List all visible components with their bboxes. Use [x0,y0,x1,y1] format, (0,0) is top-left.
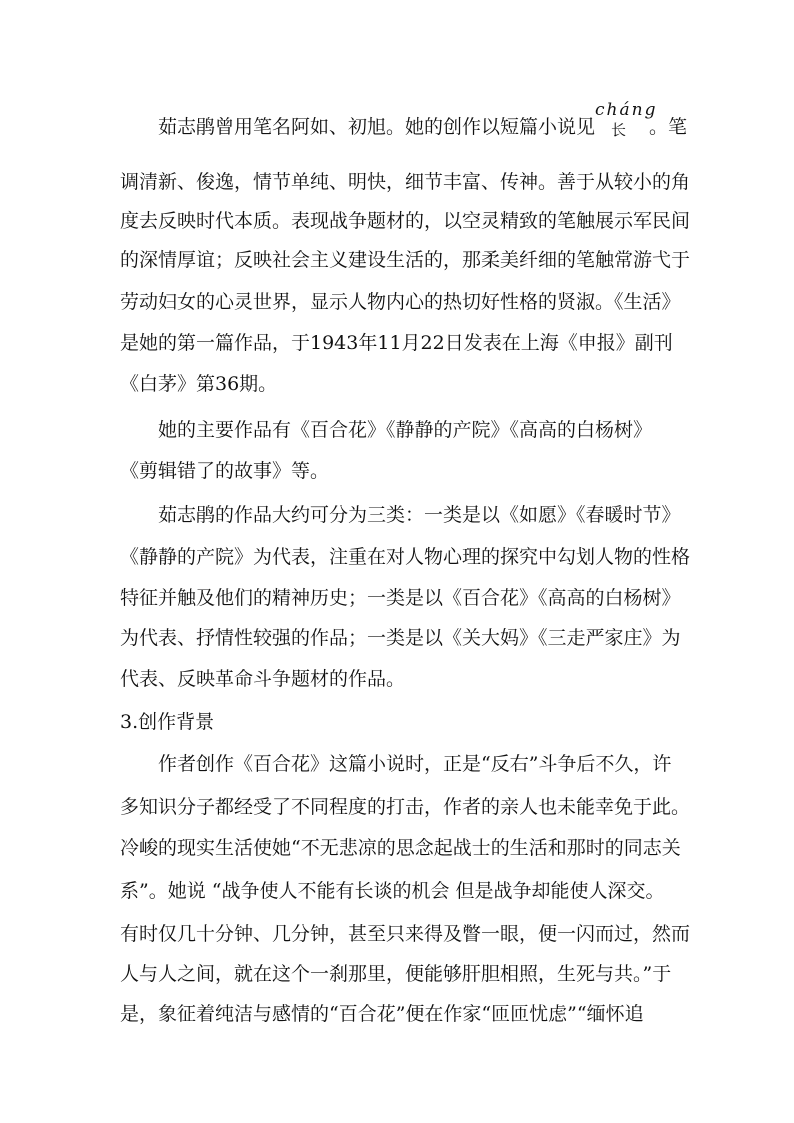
paragraph-1-line-4: 的深情厚谊；反映社会主义建设生活的，那柔美纤细的笔触常游弋于 [120,249,691,271]
paragraph-1-line-2: 调清新、俊逸，情节单纯、明快，细节丰富、传神。善于从较小的角 [120,171,691,193]
paragraph-3-line-3: 特征并触及他们的精神历史；一类是以《百合花》《高高的白杨树》 [120,587,681,609]
paragraph-2-line-2: 《剪辑错了的故事》等。 [120,460,330,482]
paragraph-1-line-1-pre: 茹志鹃曾用笔名阿如、初旭。她的创作以短篇小说见 [158,116,596,138]
paragraph-1-line-3: 度去反映时代本质。表现战争题材的，以空灵精致的笔触展示军民间 [120,210,691,232]
paragraph-3-line-2: 《静静的产院》为代表，注重在对人物心理的探究中勾划人物的性格 [120,546,691,568]
paragraph-3-line-1: 茹志鹃的作品大约可分为三类：一类是以《如愿》《春暖时节》 [158,504,681,526]
paragraph-4-line-2: 多知识分子都经受了不同程度的打击，作者的亲人也未能幸免于此。 [120,796,691,818]
paragraph-4-line-4: 系”。她说 “战争使人不能有长谈的机会 但是战争却能使人深交。 [120,880,665,902]
paragraph-4-line-6: 人与人之间，就在这个一刹那里，便能够肝胆相照，生死与共。”于 [120,963,672,985]
ruby-pinyin: cháng [595,100,658,120]
paragraph-2-line-1: 她的主要作品有《百合花》《静静的产院》《高高的白杨树》 [158,419,653,441]
paragraph-3-line-5: 代表、反映革命斗争题材的作品。 [120,668,406,690]
paragraph-1-line-7: 《白茅》第36期。 [120,373,278,395]
ruby-base-char: 长 [611,121,627,139]
paragraph-4-line-1: 作者创作《百合花》这篇小说时，正是“反右”斗争后不久，许 [158,753,672,775]
paragraph-4-line-3: 冷峻的现实生活使她“不无悲凉的思念起战士的生活和那时的同志关 [120,837,681,859]
paragraph-4-line-5: 有时仅几十分钟、几分钟，甚至只来得及瞥一眼，便一闪而过，然而 [120,923,691,945]
paragraph-1-line-1 [158,100,688,139]
ruby-annotation [595,100,658,139]
paragraph-1-line-6: 是她的第一篇作品，于1943年11月22日发表在上海《申报》副刊 [120,332,673,354]
paragraph-4-line-7: 是，象征着纯洁与感情的“百合花”便在作家“匝匝忧虑”“缅怀追 [120,1003,644,1025]
section-heading: 3.创作背景 [120,711,215,733]
paragraph-1-line-5: 劳动妇女的心灵世界，显示人物内心的热切好性格的贤淑。《生活》 [120,291,681,313]
paragraph-1-line-1-post: 。笔 [649,116,688,138]
paragraph-3-line-4: 为代表、抒情性较强的作品；一类是以《关大妈》《三走严家庄》为 [120,627,681,649]
